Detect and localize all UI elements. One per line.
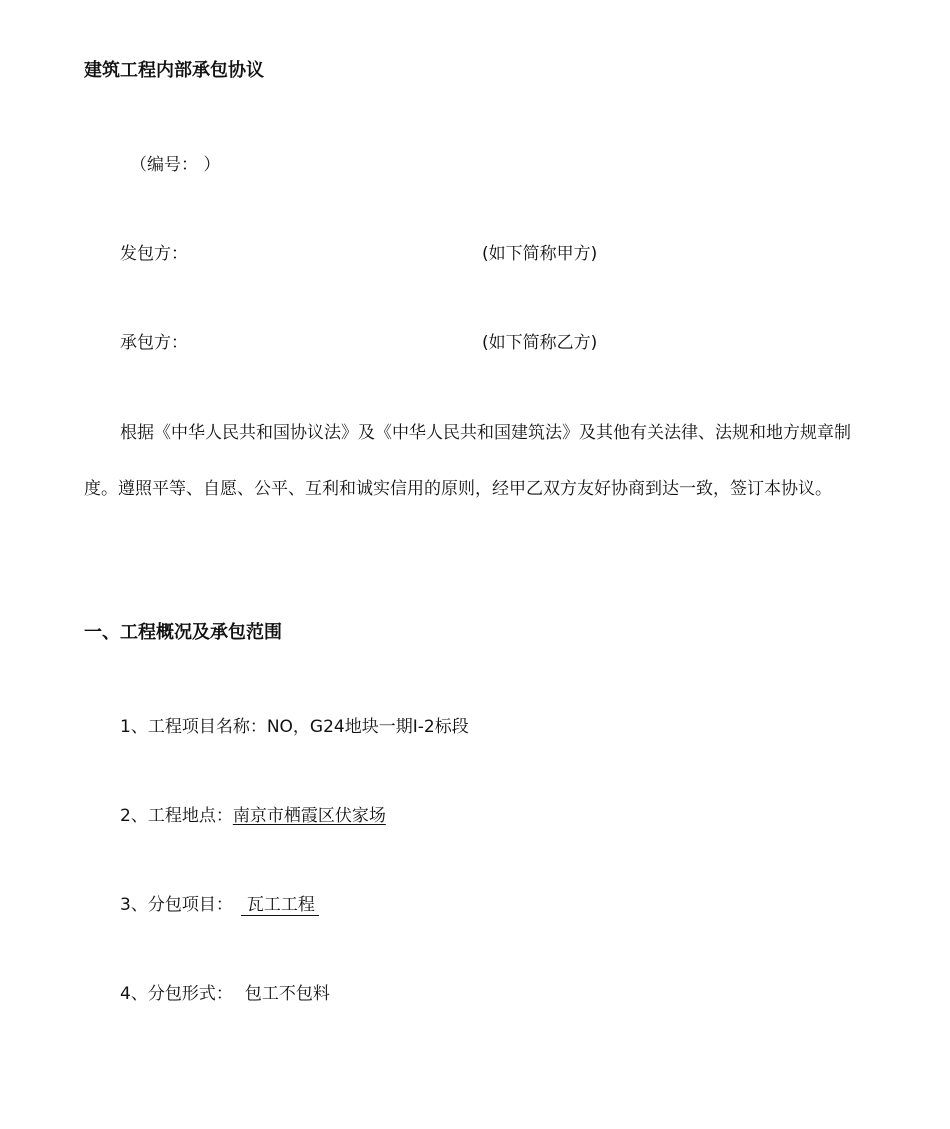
item-value: NO，G24地块一期Ⅰ-2标段 [266, 717, 469, 737]
preamble-paragraph: 根据《中华人民共和国协议法》及《中华人民共和国建筑法》及其他有关法律、法规和地方规章制度。遵照平等、自愿、公平、互利和诚实信用的原则，经甲乙双方友好协商到达一致，签订本协议。 [84, 423, 851, 499]
item-project-location [120, 805, 386, 827]
item-subcontract-form [120, 983, 330, 1005]
item-project-name [120, 716, 469, 738]
item-label: 3、分包项目： [120, 895, 233, 915]
employer-label: 发包方： [120, 244, 188, 264]
contractor-alias-note: (如下简称乙方) [482, 333, 598, 353]
item-value: 南京市栖霞区伏家场 [232, 806, 386, 826]
item-value: 瓦工工程 [241, 895, 319, 916]
item-value: 包工不包料 [244, 984, 330, 1004]
item-label: 1、工程项目名称： [120, 717, 267, 737]
item-label: 2、工程地点： [120, 806, 233, 826]
document-title: 建筑工程内部承包协议 [84, 60, 264, 81]
item-subcontract-project [120, 894, 319, 916]
section-1-heading: 一、工程概况及承包范围 [84, 622, 282, 643]
contract-number-line: （编号： ） [130, 155, 221, 175]
contractor-label: 承包方： [120, 333, 188, 353]
item-label: 4、分包形式： [120, 984, 233, 1004]
employer-alias-note: (如下简称甲方) [482, 244, 598, 264]
